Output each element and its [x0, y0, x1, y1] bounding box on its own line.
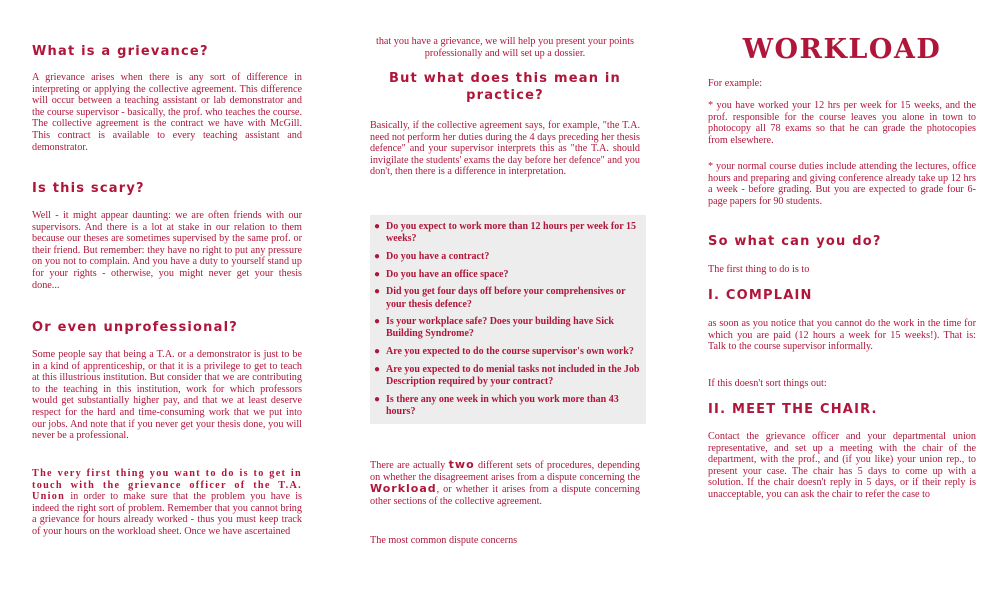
paragraph-first-thing-to-do: The first thing to do is to [708, 264, 810, 275]
first-thing-rest: in order to make sure that the problem you have is indeed the right sort of problem. Remember that you cannot bring a grievance for hours already worked - thus you must keep track of your hours on the workload sheet. Once we have ascertained [32, 491, 302, 537]
list-item: ● Are you expected to do menial tasks not included in the Job Description required by your contract? [374, 363, 640, 388]
list-item: ● Is there any one week in which you work more than 43 hours? [374, 393, 619, 417]
paragraph-example-two: * your normal course duties include attending the lectures, office hours and preparing and giving conference already take up 12 hrs a week - before grading. But you are expected to grade four 6- page papers for 90 students. [708, 161, 976, 207]
list-item: ● Are you expected to do the course supervisor's own work? [374, 346, 634, 358]
list-item: ● Do you have a contract? [374, 250, 490, 262]
column-left [32, 0, 302, 612]
heading-complain: I. COMPLAIN [708, 288, 813, 303]
bullet-icon: ● [374, 393, 381, 405]
paragraph-common-dispute: The most common dispute concerns [370, 535, 518, 546]
paragraph-continued: that you have a grievance, we will help you present your points professionally and will set up a dossier. [375, 36, 634, 59]
list-item: ● Is your workplace safe? Does your building have Sick Building Syndrome? [374, 316, 614, 340]
paragraph-first-thing [32, 468, 302, 538]
bullet-icon: ● [374, 286, 381, 298]
bullet-icon: ● [374, 316, 381, 328]
heading-unprofessional: Or even unprofessional? [32, 320, 238, 335]
list-item: ● Do you expect to work more than 12 hours per week for 15 weeks? [374, 221, 636, 245]
column-middle [370, 0, 640, 612]
bullet-icon: ● [374, 221, 381, 232]
heading-what-can-you-do: So what can you do? [708, 234, 882, 249]
heading-in-practice: But what does this mean in practice? [388, 71, 621, 103]
paragraph-complain: as soon as you notice that you cannot do the work in the time for which you are paid (12 hours a week for 15 weeks!). That is: Talk to the course supervisor informally. [708, 318, 976, 353]
paragraph-procedures: There are actually two different sets of procedures, depending on whether the disagreement arises from a dispute concerning the Workload, or whether it arises from a dispute concerning other sections of the collective agreement. [370, 458, 640, 507]
paragraph-example-one: * you have worked your 12 hrs per week for 15 weeks, and the prof. responsible for the course leaves you alone in town to photocopy all 78 exams so that he can grade the photocopies from elsewhere. [708, 100, 976, 146]
heading-what-is-grievance: What is a grievance? [32, 44, 209, 59]
first-thing-lead: The very first thing you want to do is to get in touch with the grievance officer of the T.A. Union [32, 468, 302, 503]
paragraph-unprofessional: Some people say that being a T.A. or a demonstrator is just to be in a kind of apprenticeship, or that it is a privilege to get to teach at this illustrious institution. But consider that we are contributing to the teaching in this institution, work for which professors would get substantially higher pay, and that we at least deserve respect for the hard and time-consuming work that we put into our jobs. And note that if you never get your thesis done, you will never be a professional. [32, 349, 302, 442]
question-list [370, 215, 646, 424]
heading-meet-the-chair: II. MEET THE CHAIR. [708, 402, 878, 417]
list-item: ● Do you have an office space? [374, 268, 509, 280]
paragraph-grievance-definition: A grievance arises when there is any sort of difference in interpreting or applying the collective agreement. This difference will occur between a teaching assistant or lab demonstrator and the course supervisor - basically, the prof. who teaches the course. The collective agreement is the contract we have with McGill. This contract is available to every teaching assistant and demonstrator. [32, 72, 302, 153]
list-item: ● Did you get four days off before your comprehensives or your thesis defence? [374, 286, 626, 310]
paragraph-meet-chair: Contact the grievance officer and your departmental union representative, and set up a meeting with the chair of the department, with the prof., and (if you like) your union rep., to present your case. The chair has 5 days to come up with a solution. If the chair doesn't reply in 5 days, or if their reply is unacceptable, you can ask the chair to refer the case to [708, 431, 976, 500]
word-workload: Workload [370, 482, 437, 496]
bullet-icon: ● [374, 268, 381, 280]
bullet-icon: ● [374, 250, 381, 262]
paragraph-for-example: For example: [708, 78, 763, 89]
paragraph-scary: Well - it might appear daunting: we are often friends with our supervisors. And there is a lot at stake in our relation to them because our theses are sometimes supervised by the same prof. or their friend. But remember: they have no right to put any pressure on you not to complain. And you have a duty to yourself stand up for your rights - otherwise, you might never get your thesis done... [32, 210, 302, 291]
column-right [708, 0, 976, 612]
bullet-icon: ● [374, 363, 381, 375]
heading-is-this-scary: Is this scary? [32, 181, 145, 196]
bullet-icon: ● [374, 346, 381, 358]
page-title-workload: WORKLOAD [742, 34, 942, 65]
paragraph-if-not-sorted: If this doesn't sort things out: [708, 378, 827, 389]
word-two: two [448, 458, 475, 471]
paragraph-in-practice: Basically, if the collective agreement says, for example, "the T.A. need not perform her duties during the 4 days preceding her thesis defence" and your supervisor interprets this as "the T.A. should invigilate the students' exams the day before her defence" and you don't, then there is a difference in interpretation. [370, 120, 640, 178]
